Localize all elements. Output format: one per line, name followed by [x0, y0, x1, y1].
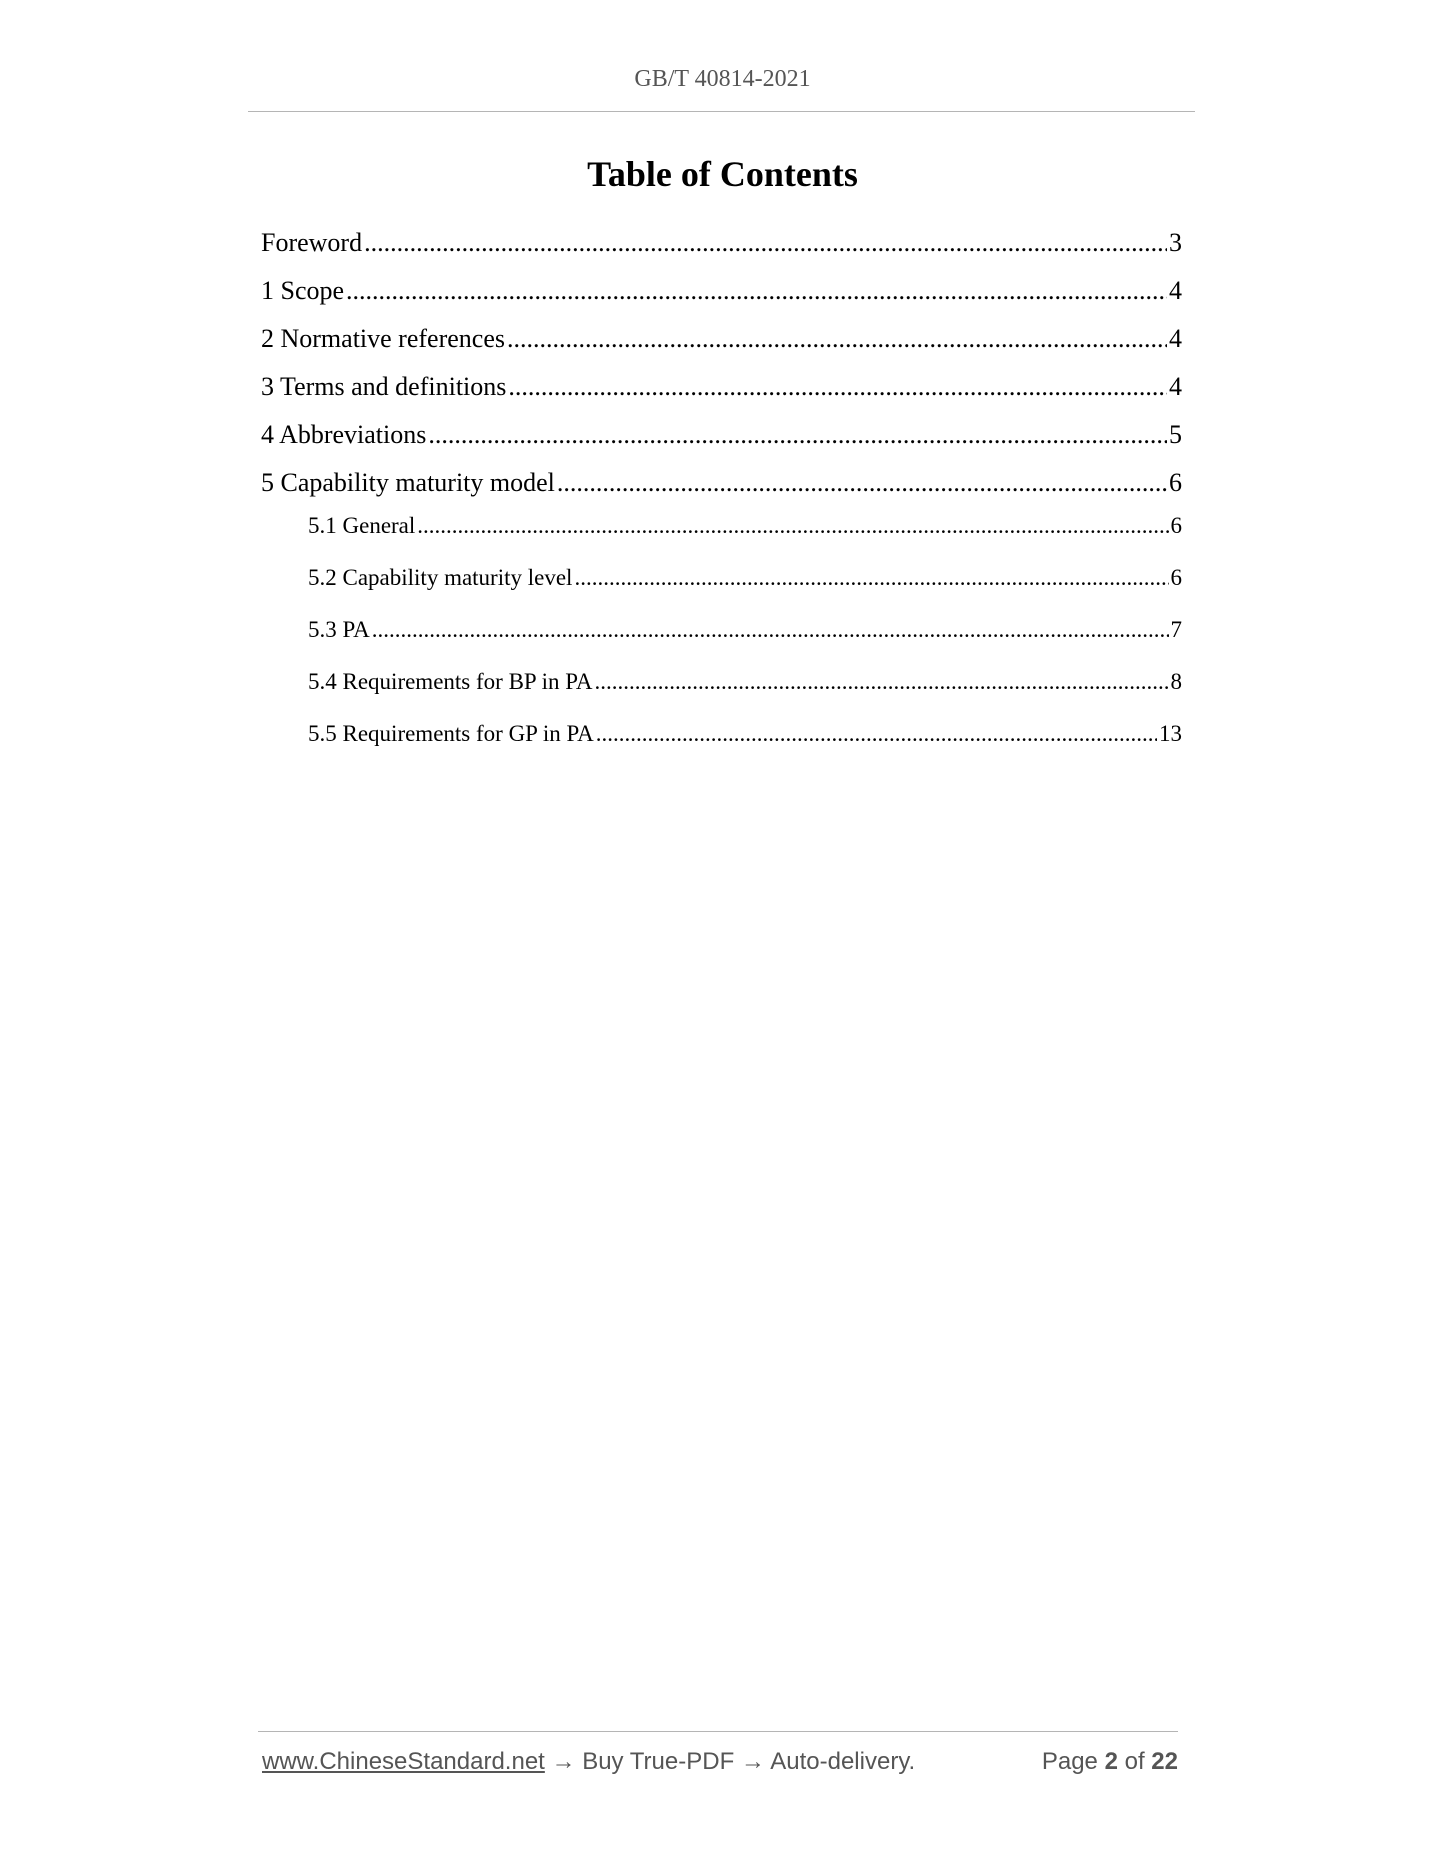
footer-divider	[258, 1731, 1178, 1732]
toc-entry-scope[interactable]	[261, 276, 1182, 310]
toc-page-number: 13	[1159, 721, 1182, 746]
toc-entry-label: 5 Capability maturity model	[261, 468, 555, 497]
total-pages-number: 22	[1151, 1748, 1178, 1775]
toc-entry-abbreviations[interactable]	[261, 420, 1182, 454]
toc-dot-leader	[372, 617, 1169, 643]
toc-page-number: 6	[1170, 513, 1182, 538]
toc-entry-foreword[interactable]	[261, 228, 1182, 262]
toc-dot-leader	[595, 669, 1169, 695]
toc-dot-leader	[557, 468, 1167, 498]
toc-dot-leader	[596, 721, 1157, 747]
arrow-right-icon: →	[551, 1748, 576, 1775]
toc-dot-leader	[417, 513, 1168, 539]
toc-entry-label: 1 Scope	[261, 276, 345, 305]
header-divider	[248, 111, 1195, 112]
toc-entry-terms-and-definitions[interactable]	[261, 372, 1182, 406]
toc-entry-label: 5.2 Capability maturity level	[308, 565, 573, 590]
toc-page-number: 5	[1169, 420, 1182, 449]
toc-dot-leader	[574, 565, 1168, 591]
chinesestandard-link[interactable]: www.ChineseStandard.net	[262, 1748, 545, 1775]
toc-entry-requirements-gp[interactable]	[308, 721, 1182, 751]
arrow-right-icon: →	[740, 1748, 765, 1775]
toc-entry-label: 4 Abbreviations	[261, 420, 427, 449]
toc-dot-leader	[507, 324, 1167, 354]
toc-entry-pa[interactable]	[308, 617, 1182, 647]
current-page-number: 2	[1104, 1748, 1118, 1775]
toc-page-number: 3	[1169, 228, 1182, 257]
toc-entry-requirements-bp[interactable]	[308, 669, 1182, 699]
page-label: Page	[1041, 1748, 1098, 1775]
toc-page-number: 4	[1169, 372, 1182, 401]
toc-entry-label: Foreword	[261, 228, 363, 257]
page-indicator	[1042, 1748, 1178, 1776]
auto-delivery-text: Auto-delivery.	[770, 1748, 916, 1775]
toc-page-number: 6	[1170, 565, 1182, 590]
document-code-header: GB/T 40814-2021	[634, 66, 811, 92]
toc-dot-leader	[508, 372, 1167, 402]
buy-true-pdf-text: Buy True-PDF	[582, 1748, 735, 1775]
toc-entry-label: 2 Normative references	[261, 324, 505, 353]
toc-entry-label: 3 Terms and definitions	[261, 372, 507, 401]
toc-entry-capability-maturity-level[interactable]	[308, 565, 1182, 595]
toc-page-number: 6	[1169, 468, 1182, 497]
page-footer	[262, 1748, 1178, 1782]
toc-entry-label: 5.5 Requirements for GP in PA	[308, 721, 594, 746]
toc-page-number: 4	[1169, 324, 1182, 353]
toc-dot-leader	[428, 420, 1167, 450]
toc-entry-capability-maturity-model[interactable]	[261, 468, 1182, 502]
toc-page-number: 8	[1170, 669, 1182, 694]
toc-entry-label: 5.1 General	[308, 513, 416, 538]
of-label: of	[1124, 1748, 1145, 1775]
footer-promo	[262, 1748, 915, 1776]
toc-entry-general[interactable]	[308, 513, 1182, 543]
toc-entry-label: 5.4 Requirements for BP in PA	[308, 669, 593, 694]
toc-dot-leader	[364, 228, 1167, 258]
toc-dot-leader	[346, 276, 1167, 306]
toc-entry-normative-references[interactable]	[261, 324, 1182, 358]
toc-entry-label: 5.3 PA	[308, 617, 370, 642]
toc-page-number: 7	[1170, 617, 1182, 642]
toc-page-number: 4	[1169, 276, 1182, 305]
toc-title: Table of Contents	[587, 154, 858, 194]
